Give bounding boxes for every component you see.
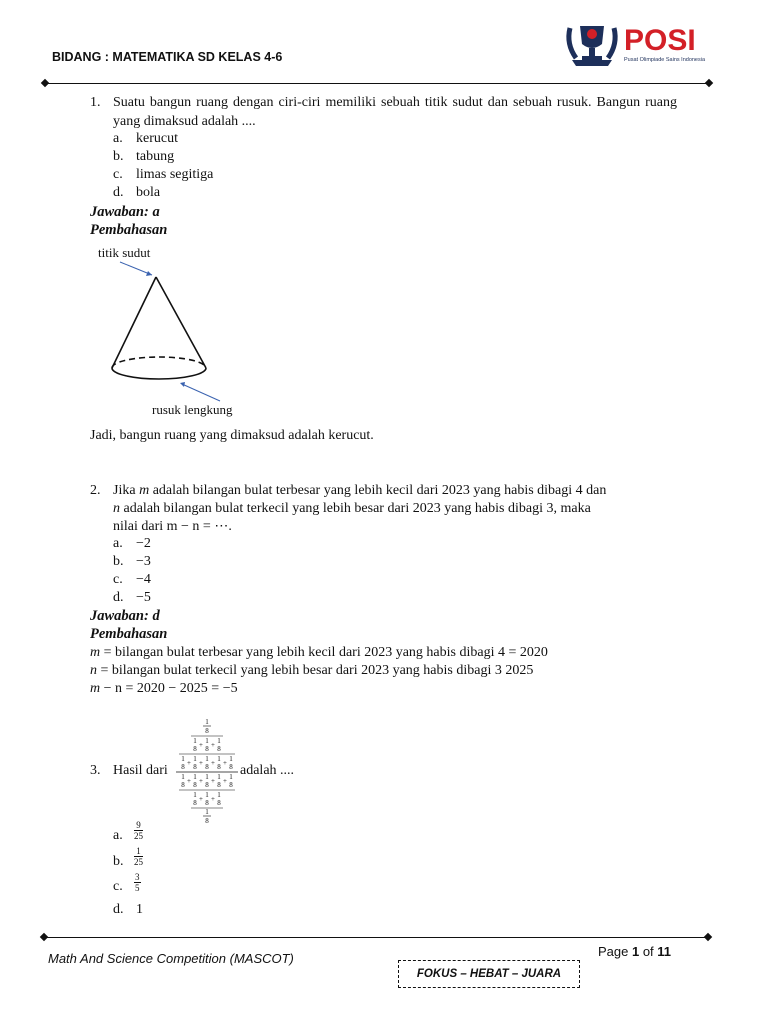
svg-text:1: 1 bbox=[217, 773, 221, 781]
q2-work-line: m = bilangan bulat terbesar yang lebih kecil dari 2023 yang habis dibagi 4 = 2020 bbox=[90, 645, 548, 660]
q2-line3: nilai dari m − n = ⋯. bbox=[113, 519, 232, 534]
svg-text:8: 8 bbox=[217, 763, 221, 771]
footer-motto: FOKUS – HEBAT – JUARA bbox=[398, 960, 580, 988]
svg-text:1: 1 bbox=[205, 718, 209, 726]
svg-text:8: 8 bbox=[193, 745, 197, 753]
q1-option-text: tabung bbox=[136, 149, 175, 164]
q1-option-letter: b. bbox=[113, 149, 124, 164]
svg-text:1: 1 bbox=[181, 755, 185, 763]
svg-text:8: 8 bbox=[205, 745, 209, 753]
svg-text:+: + bbox=[187, 777, 191, 785]
figure-label-bottom: rusuk lengkung bbox=[152, 402, 233, 417]
svg-text:8: 8 bbox=[181, 763, 185, 771]
q2-work-line: n = bilangan bulat terkecil yang lebih besar dari 2023 yang habis dibagi 3 2025 bbox=[90, 663, 534, 678]
svg-text:8: 8 bbox=[181, 781, 185, 789]
svg-text:1: 1 bbox=[205, 737, 209, 745]
svg-text:1: 1 bbox=[193, 737, 197, 745]
q2-option-text: −5 bbox=[136, 590, 151, 605]
svg-text:8: 8 bbox=[205, 781, 209, 789]
q3-option-letter: d. bbox=[113, 902, 124, 917]
q2-discussion-label: Pembahasan bbox=[90, 626, 168, 642]
q1-text: Suatu bangun ruang dengan ciri-ciri memiliki sebuah titik sudut dan sebuah rusuk. Bangun ruang yang dimaksud adalah .... bbox=[113, 95, 677, 129]
svg-text:+: + bbox=[187, 759, 191, 767]
svg-text:1: 1 bbox=[217, 755, 221, 763]
svg-text:1: 1 bbox=[217, 791, 221, 799]
svg-text:+: + bbox=[223, 759, 227, 767]
svg-text:1: 1 bbox=[205, 808, 209, 816]
trophy-icon bbox=[569, 26, 615, 66]
svg-text:8: 8 bbox=[217, 781, 221, 789]
svg-text:POSI: POSI bbox=[624, 24, 696, 57]
svg-text:+: + bbox=[199, 759, 203, 767]
q3-suffix: adalah .... bbox=[240, 763, 295, 778]
q3-option-fraction: $\frac{9}{25}$ bbox=[134, 820, 143, 841]
header-divider bbox=[45, 83, 709, 84]
svg-text:1: 1 bbox=[217, 737, 221, 745]
q1-number: 1. bbox=[90, 95, 101, 110]
q1-option-letter: a. bbox=[113, 131, 123, 146]
svg-text:8: 8 bbox=[205, 817, 209, 824]
cone-figure bbox=[90, 240, 270, 425]
svg-text:1: 1 bbox=[193, 791, 197, 799]
svg-text:+: + bbox=[211, 759, 215, 767]
svg-text:8: 8 bbox=[205, 727, 209, 735]
svg-text:+: + bbox=[199, 777, 203, 785]
q2-work-line: m − n = 2020 − 2025 = −5 bbox=[90, 681, 238, 696]
footer-competition: Math And Science Competition (MASCOT) bbox=[48, 951, 294, 966]
q1-conclusion: Jadi, bangun ruang yang dimaksud adalah kerucut. bbox=[90, 428, 374, 443]
svg-text:+: + bbox=[223, 777, 227, 785]
q3-prefix: Hasil dari bbox=[113, 763, 168, 778]
svg-text:8: 8 bbox=[193, 781, 197, 789]
svg-text:1: 1 bbox=[193, 755, 197, 763]
svg-text:8: 8 bbox=[205, 799, 209, 807]
q1-option-letter: d. bbox=[113, 185, 124, 200]
q3-number: 3. bbox=[90, 763, 101, 778]
header-subject: BIDANG : MATEMATIKA SD KELAS 4-6 bbox=[52, 50, 283, 64]
svg-text:+: + bbox=[211, 741, 215, 749]
q2-option-text: −3 bbox=[136, 554, 151, 569]
svg-text:1: 1 bbox=[229, 773, 233, 781]
svg-text:8: 8 bbox=[217, 745, 221, 753]
q3-option-fraction: $\frac{1}{25}$ bbox=[134, 846, 143, 867]
svg-text:+: + bbox=[211, 795, 215, 803]
q3-option-letter: c. bbox=[113, 879, 123, 894]
svg-text:8: 8 bbox=[217, 799, 221, 807]
svg-text:1: 1 bbox=[193, 773, 197, 781]
figure-label-top: titik sudut bbox=[98, 245, 151, 260]
q2-line1: Jika m adalah bilangan bulat terbesar yang lebih kecil dari 2023 yang habis dibagi 4 dan bbox=[113, 483, 607, 498]
q2-option-text: −4 bbox=[136, 572, 151, 587]
svg-text:+: + bbox=[211, 777, 215, 785]
svg-text:+: + bbox=[199, 795, 203, 803]
q2-option-text: −2 bbox=[136, 536, 151, 551]
posi-logo bbox=[562, 16, 712, 72]
q2-option-letter: c. bbox=[113, 572, 123, 587]
q2-option-letter: a. bbox=[113, 536, 123, 551]
q1-option-letter: c. bbox=[113, 167, 123, 182]
q3-option-letter: b. bbox=[113, 854, 124, 869]
svg-text:1: 1 bbox=[229, 755, 233, 763]
q2-option-letter: b. bbox=[113, 554, 124, 569]
svg-text:1: 1 bbox=[205, 791, 209, 799]
svg-text:8: 8 bbox=[193, 763, 197, 771]
q2-line2: n adalah bilangan bulat terkecil yang lebih besar dari 2023 yang habis dibagi 3, maka bbox=[113, 501, 591, 516]
q1-option-text: bola bbox=[136, 185, 161, 200]
q1-discussion-label: Pembahasan bbox=[90, 222, 168, 238]
svg-text:1: 1 bbox=[205, 773, 209, 781]
q1-option-text: kerucut bbox=[136, 131, 178, 146]
q1-option-text: limas segitiga bbox=[136, 167, 214, 182]
svg-text:1: 1 bbox=[205, 755, 209, 763]
q3-option-text: 1 bbox=[136, 902, 143, 917]
svg-text:8: 8 bbox=[229, 781, 233, 789]
q2-answer: Jawaban: d bbox=[90, 608, 160, 624]
q3-nested-fraction bbox=[176, 716, 238, 824]
svg-text:8: 8 bbox=[205, 763, 209, 771]
q3-option-fraction: $\frac{3}{5}$ bbox=[135, 872, 140, 893]
q2-option-letter: d. bbox=[113, 590, 124, 605]
q2-number: 2. bbox=[90, 483, 101, 498]
svg-text:8: 8 bbox=[229, 763, 233, 771]
svg-text:+: + bbox=[199, 741, 203, 749]
svg-text:Pusat Olimpiade Sains Indonesi: Pusat Olimpiade Sains Indonesia bbox=[624, 57, 706, 63]
q3-option-letter: a. bbox=[113, 828, 123, 843]
q1-answer: Jawaban: a bbox=[90, 204, 160, 220]
footer-divider bbox=[44, 937, 708, 938]
svg-text:1: 1 bbox=[181, 773, 185, 781]
footer-page-number: Page 1 of 11 bbox=[598, 944, 672, 959]
svg-text:8: 8 bbox=[193, 799, 197, 807]
